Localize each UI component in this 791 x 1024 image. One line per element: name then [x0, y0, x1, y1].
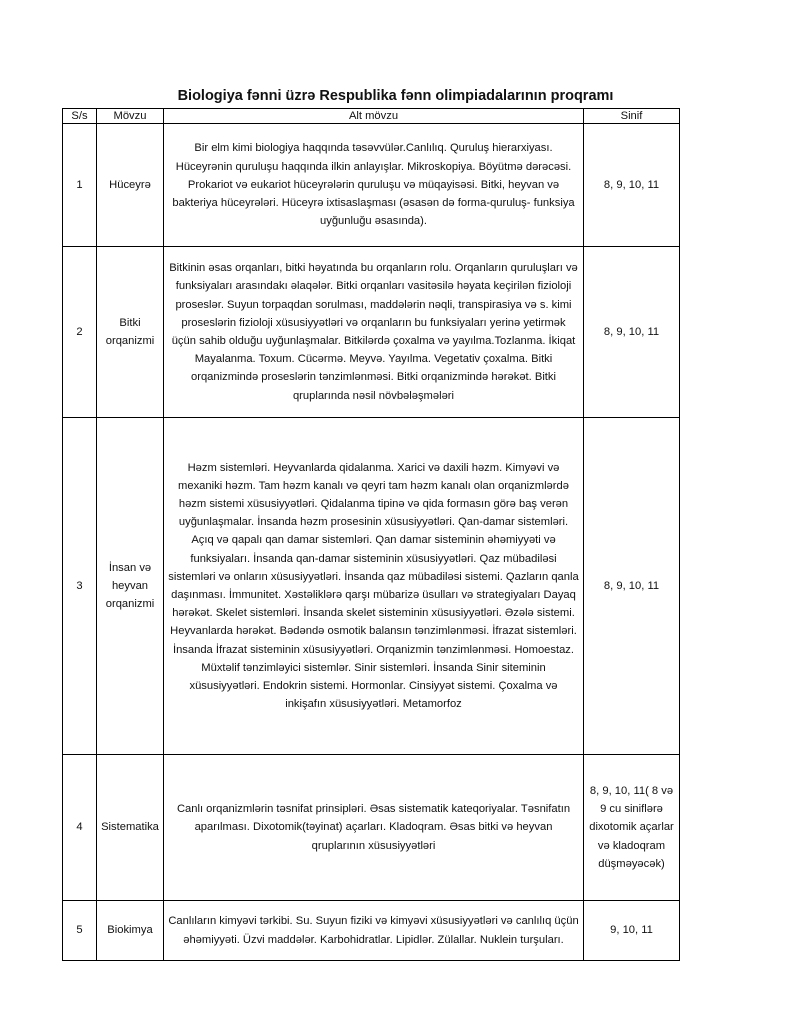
row-subtopic: Canlı orqanizmlərin təsnifat prinsipləri. Əsas sistematik kateqoriyalar. Təsnifatın aparılması. Dixotomik(təyinat) açarları. Kladoqram. Əsas bitki və heyvan qruplarının xüsusiyyətləri: [164, 755, 584, 901]
row-grade: 8, 9, 10, 11: [584, 124, 680, 247]
table-row: [63, 124, 680, 247]
program-table: [62, 108, 680, 961]
row-subtopic: Canlıların kimyəvi tərkibi. Su. Suyun fiziki və kimyəvi xüsusiyyətləri və canlılıq üçün əhəmiyyəti. Üzvi maddələr. Karbohidratlar. Lipidlər. Zülallar. Nuklein turşuları.: [164, 901, 584, 961]
row-number: 1: [63, 124, 97, 247]
table-row: [63, 755, 680, 901]
header-sn: S/s: [63, 109, 97, 124]
document-title: Biologiya fənni üzrə Respublika fənn olimpiadalarının proqramı: [177, 88, 614, 104]
header-subtopic: Alt mövzu: [164, 109, 584, 124]
row-topic: Bitki orqanizmi: [97, 247, 164, 418]
row-grade: 9, 10, 11: [584, 901, 680, 961]
row-subtopic: Bitkinin əsas orqanları, bitki həyatında bu orqanların rolu. Orqanların quruluşları və funksiyaları arasındakı əlaqələr. Bitki orqanları vasitəsilə həyata keçirilən fizioloji proseslər. Suyun torpaqdan sorulması, maddələrin nəqli, transpirasiya və s. kimi proseslərin fizioloji xüsusiyyətləri və orqanların bu funksiyaları yerinə yetirmək üçün sahib olduğu uyğunlaşmalar. Bitkilərdə çoxalma və yayılma.Tozlanma. İkiqat Mayalanma. Toxum. Cücərmə. Meyvə. Yayılma. Vegetativ çoxalma. Bitki orqanizmində proseslərin tənzimlənməsi. Bitki orqanizmində hərəkət. Bitki qruplarında nəsil növbələşmələri: [164, 247, 584, 418]
row-grade: 8, 9, 10, 11: [584, 418, 680, 755]
row-grade: 8, 9, 10, 11( 8 və 9 cu siniflərə dixotomik açarlar və kladoqram düşməyəcək): [584, 755, 680, 901]
row-topic: Sistematika: [97, 755, 164, 901]
table-header-row: [63, 109, 680, 124]
row-grade: 8, 9, 10, 11: [584, 247, 680, 418]
row-number: 2: [63, 247, 97, 418]
row-topic: İnsan və heyvan orqanizmi: [97, 418, 164, 755]
row-number: 4: [63, 755, 97, 901]
row-number: 5: [63, 901, 97, 961]
header-topic: Mövzu: [97, 109, 164, 124]
table-row: [63, 901, 680, 961]
row-number: 3: [63, 418, 97, 755]
table-row: [63, 247, 680, 418]
row-topic: Biokimya: [97, 901, 164, 961]
row-subtopic: Bir elm kimi biologiya haqqında təsəvvülər.Canlılıq. Quruluş hierarxiyası. Hüceyrənin quruluşu haqqında ilkin anlayışlar. Mikroskopiya. Böyütmə dərəcəsi. Prokariot və eukariot hüceyrələrin quruluşu və müqayisəsi. Bitki, heyvan və bakteriya hüceyrələri. Hüceyrə ixtisaslaşması (əsasən də forma-quruluş- funksiya uyğunluğu əsasında).: [164, 124, 584, 247]
row-subtopic: Həzm sistemləri. Heyvanlarda qidalanma. Xarici və daxili həzm. Kimyəvi və mexaniki həzm. Tam həzm kanalı və qeyri tam həzm kanalı olan orqanizmlərdə həzm sistemi xüsusiyyətləri. Qidalanma tipinə və qida formasın görə baş verən uyğunlaşmalar. İnsanda həzm prosesinin xüsusiyyətləri. Qan-damar sistemləri. Açıq və qapalı qan damar sistemləri. Qan damar sisteminin əhəmiyyəti və funksiyaları. İnsanda qan-damar sisteminin xüsusiyyətləri. Qaz mübadiləsi sistemləri və onların xüsusiyyətləri. İnsanda qaz mübadiləsi sistemi. Qazların qanla daşınması. İmmunitet. Xəstəliklərə qarşı mübarizə üsulları və strategiyaları Dayaq hərəkət. Skelet sistemləri. İnsanda skelet sisteminin xüsusiyyətləri. Əzələ sistemi. Heyvanlarda hərəkət. Bədəndə osmotik balansın tənzimlənməsi. İfrazat sistemləri. İnsanda İfrazat sisteminin xüsusiyyətləri. Orqanizmin tənzimlənməsi. Homoestaz. Müxtəlif tənzimləyici sistemlər. Sinir sistemləri. İnsanda Sinir siteminin xüsusiyyətləri. Endokrin sistemi. Hormonlar. Cinsiyyət sistemi. Çoxalma və inkişafın xüsusiyyətləri. Metamorfoz: [164, 418, 584, 755]
table-row: [63, 418, 680, 755]
row-topic: Hüceyrə: [97, 124, 164, 247]
header-grade: Sinif: [584, 109, 680, 124]
